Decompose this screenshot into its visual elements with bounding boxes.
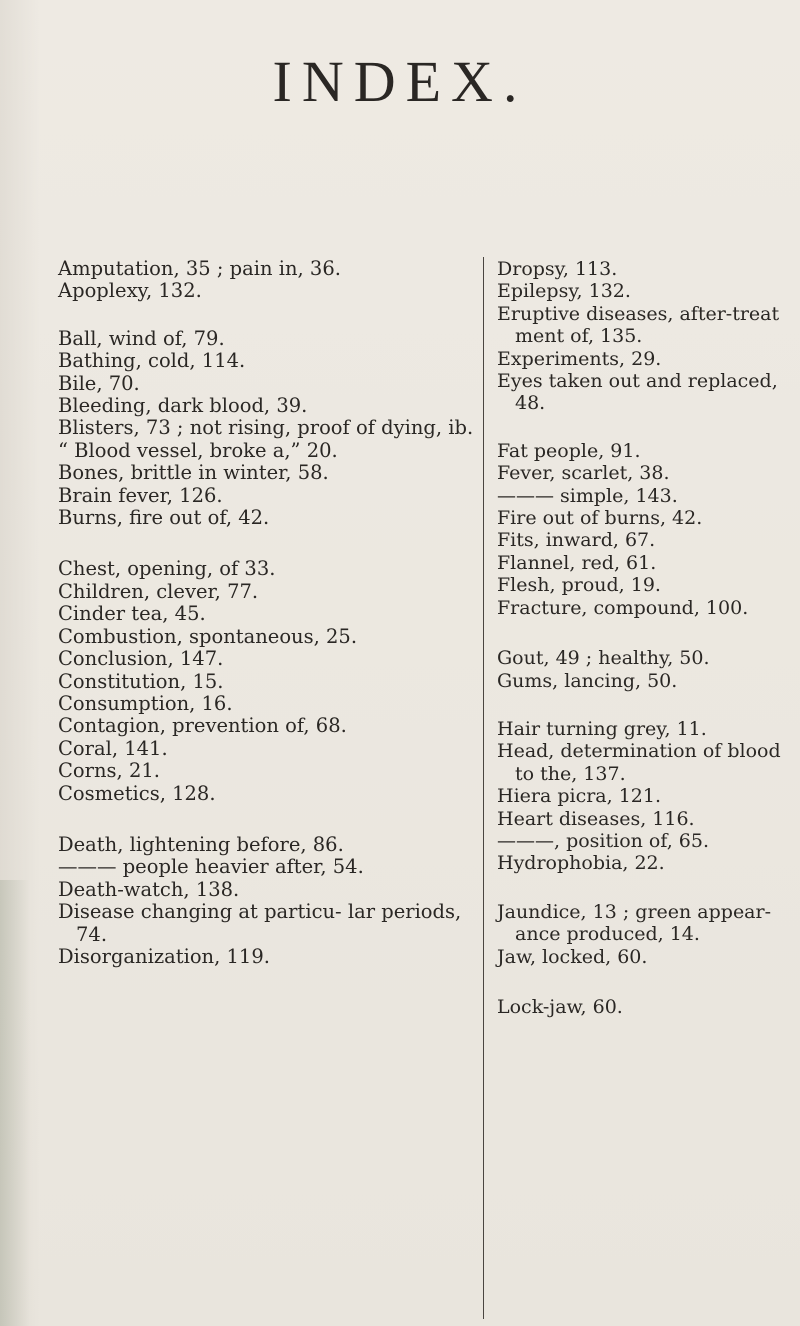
page-edge-stain: [0, 880, 30, 1326]
index-group-l: [497, 996, 797, 1018]
index-entry: Conclusion, 147.: [58, 647, 224, 671]
index-entry: “ Blood vessel, broke a,” 20.: [58, 438, 338, 462]
index-entry: Epilepsy, 132.: [497, 280, 631, 303]
index-entry: Hydrophobia, 22.: [497, 852, 665, 875]
index-entry: Heart diseases, 116.: [497, 807, 695, 830]
index-entry: Bile, 70.: [58, 371, 140, 395]
index-entry: Bleeding, dark blood, 39.: [58, 394, 308, 418]
index-entry: Fire out of burns, 42.: [497, 507, 703, 530]
index-group-b: [58, 328, 478, 530]
index-entry: Constitution, 15.: [58, 669, 224, 693]
index-entry: Gout, 49 ; healthy, 50.: [497, 647, 710, 670]
index-entry: Fat people, 91.: [497, 439, 641, 462]
index-entry: Disease changing at particu- lar periods, 74.: [58, 900, 462, 946]
index-entry: Eyes taken out and replaced, 48.: [497, 370, 778, 415]
index-entry: Lock-jaw, 60.: [497, 995, 623, 1018]
index-entry: Cosmetics, 128.: [58, 781, 216, 805]
index-entry: Flannel, red, 61.: [497, 551, 657, 574]
index-entry: Jaw, locked, 60.: [497, 945, 648, 968]
index-entry: Hair turning grey, 11.: [497, 717, 707, 740]
index-entry: Amputation, 35 ; pain in, 36.: [58, 257, 341, 280]
index-entry: Jaundice, 13 ; green appear- ance produced, 14.: [497, 900, 772, 946]
index-entry: Coral, 141.: [58, 736, 168, 760]
index-entry: Head, determination of blood to the, 137.: [497, 740, 781, 785]
index-group-f: [497, 440, 797, 619]
index-entry: ——— people heavier after, 54.: [58, 855, 364, 879]
index-entry: Flesh, proud, 19.: [497, 574, 661, 597]
index-entry: Burns, fire out of, 42.: [58, 506, 270, 530]
index-group-d: [58, 834, 478, 968]
index-entry: Experiments, 29.: [497, 347, 662, 370]
index-entry: Hiera picra, 121.: [497, 785, 662, 808]
index-entry: Fits, inward, 67.: [497, 529, 656, 552]
index-entry: Combustion, spontaneous, 25.: [58, 624, 358, 648]
index-group-c: [58, 558, 478, 804]
index-group-h: [497, 718, 797, 875]
index-entry: ———, position of, 65.: [497, 829, 710, 852]
index-entry: Brain fever, 126.: [58, 483, 223, 507]
index-entry: Eruptive diseases, after-treat ment of, 135.: [497, 302, 780, 348]
index-group-a: [58, 258, 478, 303]
index-entry: Apoplexy, 132.: [58, 279, 202, 303]
index-entry: ——— simple, 143.: [497, 484, 678, 507]
index-column-left: [58, 258, 478, 968]
index-entry: Bathing, cold, 114.: [58, 349, 246, 373]
index-entry: Blisters, 73 ; not rising, proof of dying, ib.: [58, 416, 474, 440]
index-entry: Children, clever, 77.: [58, 579, 259, 603]
index-group-j: [497, 901, 797, 968]
index-entry: Contagion, prevention of, 68.: [58, 714, 347, 738]
index-entry: Dropsy, 113.: [497, 258, 618, 280]
index-group-g: [497, 647, 797, 692]
index-entry: Fever, scarlet, 38.: [497, 462, 670, 485]
index-entry: Bones, brittle in winter, 58.: [58, 461, 329, 485]
index-entry: Gums, lancing, 50.: [497, 669, 678, 692]
column-divider: [483, 257, 484, 1319]
index-entry: Fracture, compound, 100.: [497, 596, 749, 619]
index-entry: Cinder tea, 45.: [58, 602, 206, 626]
index-entry: Death-watch, 138.: [58, 877, 240, 901]
index-entry: Ball, wind of, 79.: [58, 326, 225, 350]
index-group-d-e: [497, 258, 797, 415]
index-entry: Death, lightening before, 86.: [58, 832, 344, 856]
index-entry: Consumption, 16.: [58, 691, 233, 715]
index-entry: Chest, opening, of 33.: [58, 557, 276, 581]
index-entry: Disorganization, 119.: [58, 944, 270, 968]
index-entry: Corns, 21.: [58, 759, 160, 783]
page-title: INDEX.: [272, 49, 528, 114]
index-column-right: [497, 258, 797, 1018]
